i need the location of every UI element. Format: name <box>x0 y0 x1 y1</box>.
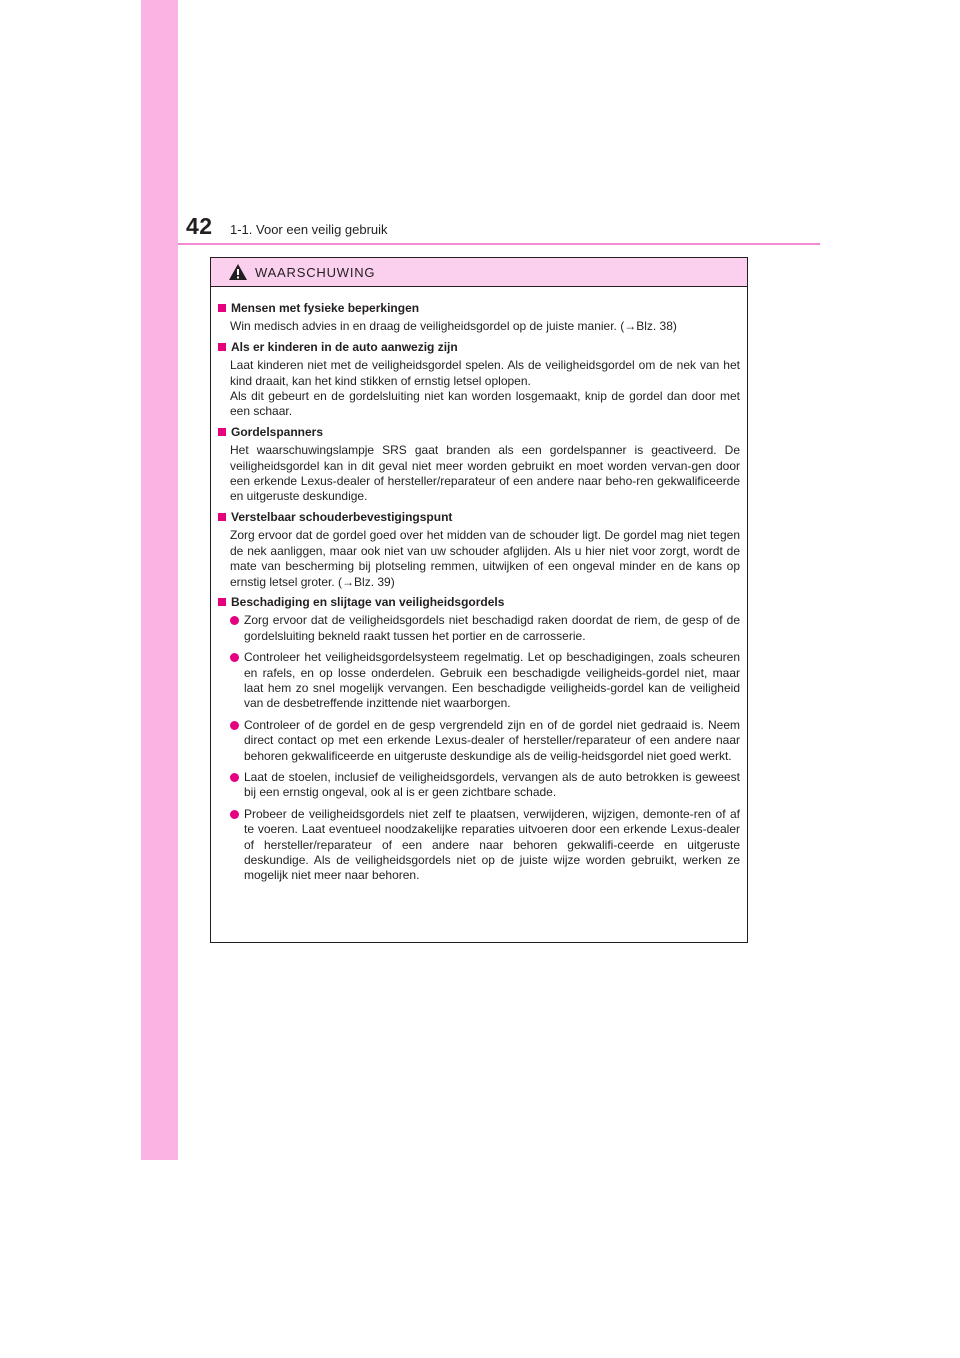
list-item: Zorg ervoor dat de veiligheidsgordels niet beschadigd raken doordat de riem, de gesp of de gordelsluiting bekneld raakt tussen het portier en de carrosserie. <box>230 613 740 644</box>
warning-body <box>211 287 747 884</box>
square-bullet-icon <box>218 304 226 312</box>
page-number: 42 <box>186 213 213 239</box>
warning-section <box>218 595 740 884</box>
side-color-bar <box>141 0 178 1160</box>
section-paragraph: Laat kinderen niet met de veiligheidsgordel spelen. Als de veiligheidsgordel om de nek van het kind draait, kan het kind stikken of ernstig letsel oplopen. <box>230 358 740 388</box>
warning-section <box>218 340 740 420</box>
warning-section <box>218 510 740 590</box>
section-title: 1-1. Voor een veilig gebruik <box>230 222 388 237</box>
square-bullet-icon <box>218 513 226 521</box>
square-bullet-icon <box>218 598 226 606</box>
list-item: Controleer het veiligheidsgordelsysteem regelmatig. Let op beschadigingen, zoals scheuren en rafels, en op losse onderdelen. Gebruik een beschadigde veiligheids-gordel niet, maar laat hem zo snel mogelijk vervangen. Een beschadigde veiligheids-gordel kan de veiligheid van de desbetreffende inzittende niet waarborgen. <box>230 650 740 712</box>
square-bullet-icon <box>218 343 226 351</box>
header-divider <box>178 243 820 245</box>
list-item: Probeer de veiligheidsgordels niet zelf te plaatsen, verwijderen, wijzigen, demonte-ren of af te voeren. Laat eventueel noodzakelijke reparaties uitvoeren door een erkende Lexus-dealer of hersteller/reparateur of een andere naar behoren gekwalifi-ceerde en uitgeruste deskundige. Als de veiligheidsgordels niet op de juiste wijze worden gebruikt, werken ze mogelijk niet meer naar behoren. <box>230 807 740 884</box>
section-paragraph: Zorg ervoor dat de gordel goed over het midden van de schouder ligt. De gordel mag niet tegen de nek aanliggen, maar ook niet van uw schouder afglijden. Als u hier niet voor zorgt, wordt de mate van bescherming bij plotseling remmen, uitwijken of een ongeval minder en de kans op ernstig letsel groter. (→Blz. 39) <box>230 528 740 589</box>
round-bullet-icon <box>230 721 239 730</box>
warning-header <box>211 258 747 287</box>
section-heading: Als er kinderen in de auto aanwezig zijn <box>218 340 740 355</box>
list-item: Laat de stoelen, inclusief de veiligheidsgordels, vervangen als de auto betrokken is geweest bij een ernstig ongeval, ook al is er geen zichtbare schade. <box>230 770 740 801</box>
list-item: Controleer of de gordel en de gesp vergrendeld zijn en of de gordel niet gedraaid is. Neem direct contact op met een erkende Lexus-dealer of hersteller/reparateur of een andere naar behoren gekwalificeerde en uitgeruste deskundige als de veilig-heidsgordel niet goed werkt. <box>230 718 740 764</box>
section-paragraph: Als dit gebeurt en de gordelsluiting niet kan worden losgemaakt, knip de gordel dan door met een schaar. <box>230 389 740 419</box>
round-bullet-icon <box>230 653 239 662</box>
section-heading: Verstelbaar schouderbevestigingspunt <box>218 510 740 525</box>
bullet-list <box>218 613 740 884</box>
round-bullet-icon <box>230 773 239 782</box>
warning-title: WAARSCHUWING <box>255 264 376 280</box>
warning-box <box>210 257 748 943</box>
section-paragraph: Win medisch advies in en draag de veiligheidsgordel op de juiste manier. (→Blz. 38) <box>230 319 677 334</box>
warning-section <box>218 425 740 505</box>
square-bullet-icon <box>218 428 226 436</box>
warning-section <box>218 301 740 335</box>
section-heading: Gordelspanners <box>218 425 740 440</box>
round-bullet-icon <box>230 616 239 625</box>
section-paragraph: Het waarschuwingslampje SRS gaat branden als een gordelspanner is geactiveerd. De veiligheidsgordel kan in dit geval niet meer worden gebruikt en moet worden vervan-gen door een erkende Lexus-dealer of hersteller/reparateur of een andere naar beho-ren gekwalificeerde en uitgeruste deskundige. <box>230 443 740 504</box>
round-bullet-icon <box>230 810 239 819</box>
section-heading: Beschadiging en slijtage van veiligheidsgordels <box>218 595 740 610</box>
warning-triangle-icon <box>228 263 248 281</box>
section-heading: Mensen met fysieke beperkingen <box>218 301 740 316</box>
